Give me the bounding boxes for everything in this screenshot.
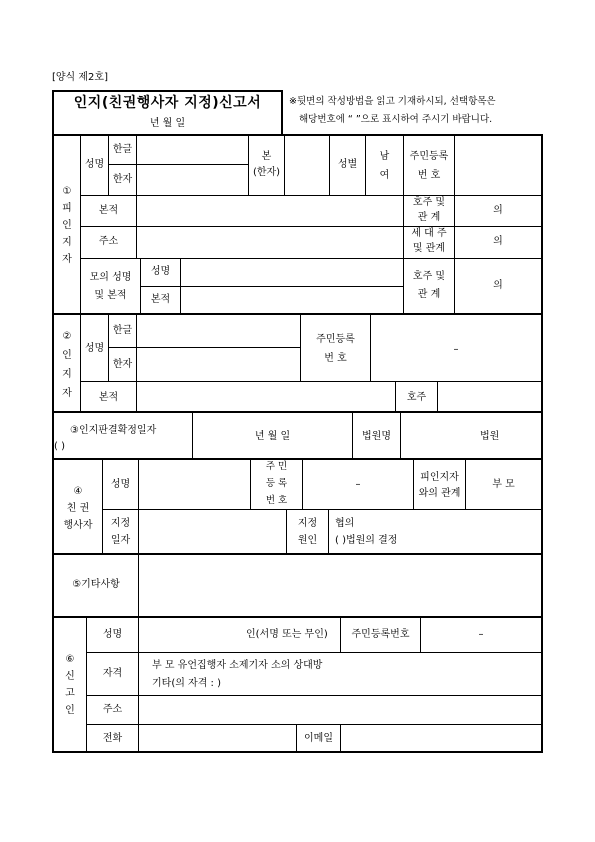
- domicile-field[interactable]: [137, 197, 402, 225]
- bon-field[interactable]: [285, 136, 328, 194]
- email-label: 이메일: [304, 733, 333, 744]
- section-2-label-char: 지: [62, 369, 72, 380]
- relation-label-2: 와의 관계: [418, 488, 461, 499]
- section-6-label-char: 신: [65, 671, 75, 682]
- court-name-field[interactable]: 법원: [480, 431, 500, 442]
- name-label: 성명: [84, 159, 105, 170]
- name-hangul-field[interactable]: [137, 136, 247, 163]
- name-label: 성명: [102, 629, 123, 640]
- name-label: 성명: [110, 479, 131, 490]
- bon-label: 본: [261, 151, 272, 162]
- instruction-note-2: 해당번호에 “ ”으로 표시하여 주시기 바랍니다.: [299, 114, 493, 125]
- householder-label: 호주: [406, 392, 427, 403]
- form-title: 인지(친권행사자 지정)신고서: [73, 95, 262, 111]
- cause-court-decision-option[interactable]: ( )법원의 결정: [335, 535, 398, 546]
- section-1-label-char: 피: [62, 203, 72, 214]
- title-date: 년 월 일: [149, 118, 186, 129]
- rrn-label: 주민등록번호: [351, 629, 410, 640]
- judgment-date-field[interactable]: 년 월 일: [254, 431, 291, 442]
- rrn-field[interactable]: –: [453, 344, 459, 355]
- mother-name-field[interactable]: [181, 260, 402, 285]
- address-field[interactable]: [139, 697, 541, 723]
- householder-relation-label: 호주 및: [412, 197, 446, 208]
- householder-relation-field[interactable]: 의: [493, 205, 503, 216]
- name-hangul-field[interactable]: [137, 316, 299, 346]
- domicile-label: 본적: [98, 205, 119, 216]
- section-6-label-char: 고: [65, 688, 75, 699]
- gender-label: 성별: [337, 159, 358, 170]
- relation-parents-option[interactable]: 부 모: [492, 479, 515, 490]
- section-1-number: ①: [62, 186, 72, 197]
- mother-domicile-field[interactable]: [181, 288, 402, 312]
- section-2-label-char: 인: [62, 350, 72, 361]
- qualification-other-option[interactable]: 기타(의 자격 : ): [152, 678, 222, 689]
- gender-female-option[interactable]: 여: [379, 170, 390, 181]
- designation-date-label-2: 일자: [110, 535, 131, 546]
- mother-householder-label-2: 관 계: [417, 289, 441, 300]
- name-hanja-field[interactable]: [137, 166, 247, 194]
- hanja-label: 한자: [112, 359, 133, 370]
- email-field[interactable]: [341, 726, 541, 750]
- hangul-label: 한글: [112, 144, 133, 155]
- mother-householder-label: 호주 및: [412, 271, 446, 282]
- hangul-label: 한글: [112, 325, 133, 336]
- rrn-label-2: 번 호: [417, 170, 441, 181]
- qualification-label: 자격: [102, 668, 123, 679]
- section-1-label-char: 지: [62, 237, 72, 248]
- address-label: 주소: [98, 236, 119, 247]
- section-2-label-char: 자: [62, 388, 72, 399]
- domicile-field[interactable]: [137, 383, 394, 410]
- rrn-label: 주민등록: [316, 334, 355, 345]
- rrn-field[interactable]: –: [478, 629, 484, 640]
- judgment-date-label: ③인지판결확정일자: [70, 425, 157, 436]
- instruction-note-1: ※뒷면의 작성방법을 읽고 기재하시되, 선택항목은: [289, 96, 496, 107]
- name-field[interactable]: [139, 461, 249, 508]
- section-6-label-char: 인: [65, 705, 75, 716]
- bon-label-hanja: (한자): [252, 167, 281, 178]
- householder-relation-label-2: 관 계: [417, 212, 441, 223]
- hanja-label: 한자: [112, 174, 133, 185]
- mother-householder-field[interactable]: 의: [493, 280, 503, 291]
- mother-info-label: 모의 성명: [89, 272, 132, 283]
- name-label: 성명: [84, 343, 105, 354]
- household-head-label: 세 대 주: [411, 228, 447, 239]
- relation-label: 피인지자: [420, 472, 459, 483]
- domicile-label: 본적: [98, 392, 119, 403]
- rrn-label-line: 번 호: [265, 495, 288, 506]
- name-hanja-field[interactable]: [137, 349, 299, 380]
- signature-field[interactable]: 인(서명 또는 무인): [246, 629, 328, 640]
- section-1-label-char: 자: [62, 254, 72, 265]
- address-field[interactable]: [137, 228, 402, 257]
- gender-male-option[interactable]: 남: [379, 151, 390, 162]
- household-head-label-2: 및 관계: [412, 243, 446, 254]
- phone-label: 전화: [102, 733, 123, 744]
- household-head-field[interactable]: 의: [493, 236, 503, 247]
- rrn-label-line: 주 민: [265, 461, 288, 472]
- section-4-number: ④: [73, 486, 83, 497]
- section-4-label-line: 행사자: [63, 520, 93, 531]
- section-1-label-char: 인: [62, 220, 72, 231]
- qualification-options[interactable]: 부 모 유언집행자 소제기자 소의 상대방: [152, 660, 323, 671]
- phone-field[interactable]: [139, 726, 295, 750]
- other-matters-label: ⑤기타사항: [72, 579, 120, 590]
- mother-domicile-label: 본적: [150, 294, 171, 305]
- other-matters-field[interactable]: [139, 556, 541, 615]
- rrn-label: 주민등록: [409, 151, 449, 162]
- designation-cause-label-2: 원인: [297, 535, 318, 546]
- rrn-label-2: 번 호: [324, 353, 347, 364]
- householder-field[interactable]: [438, 383, 541, 410]
- designation-date-label: 지정: [110, 518, 131, 529]
- mother-info-label-2: 및 본적: [94, 290, 127, 301]
- mother-name-label: 성명: [150, 266, 171, 277]
- section-6-number: ⑥: [65, 654, 75, 665]
- address-label: 주소: [102, 704, 123, 715]
- judgment-date-paren: ( ): [54, 441, 65, 452]
- form-number: [양식 제2호]: [52, 72, 108, 83]
- rrn-label-line: 등 록: [265, 478, 288, 489]
- rrn-field[interactable]: [455, 136, 541, 194]
- cause-agreement-option[interactable]: 협의: [335, 518, 355, 529]
- court-name-label: 법원명: [362, 431, 391, 442]
- section-4-label-line: 친 권: [66, 503, 90, 514]
- designation-cause-label: 지정: [297, 518, 318, 529]
- rrn-field[interactable]: –: [355, 479, 361, 490]
- section-2-number: ②: [62, 331, 72, 342]
- designation-date-field[interactable]: [139, 511, 285, 552]
